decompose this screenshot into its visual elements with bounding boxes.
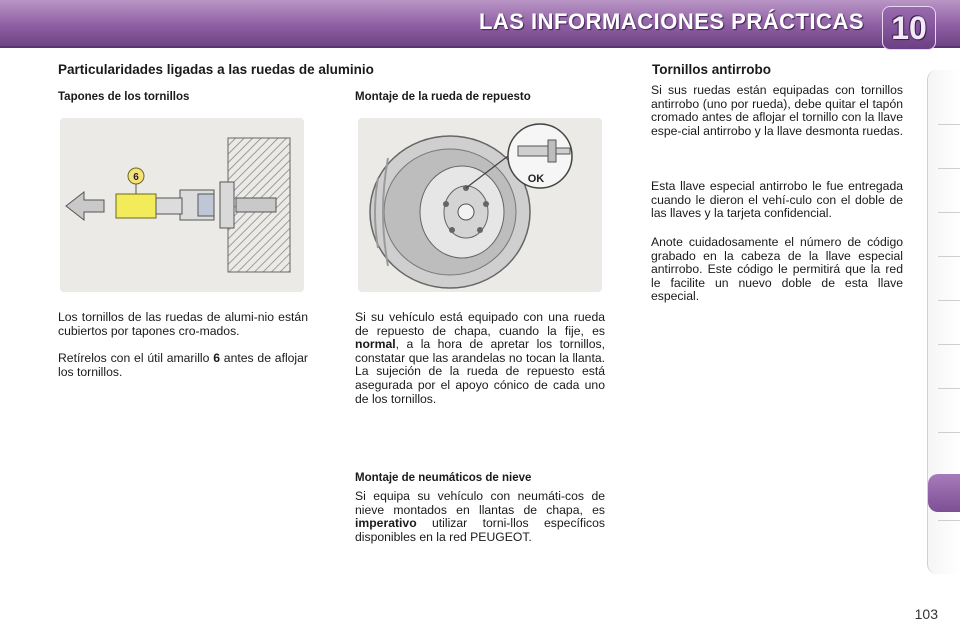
subheading-spare-wheel: Montaje de la rueda de repuesto	[355, 91, 531, 103]
side-tab-active	[928, 474, 960, 512]
subheading-snow-tyres: Montaje de neumáticos de nieve	[355, 472, 532, 484]
bolt-cap-illustration	[60, 118, 304, 292]
chapter-title: LAS INFORMACIONES PRÁCTICAS	[478, 9, 864, 34]
spare-wheel-illustration	[358, 118, 602, 292]
side-tab-divider	[938, 212, 960, 213]
side-tab-divider	[938, 300, 960, 301]
side-tab-divider	[938, 520, 960, 521]
side-tab-divider	[938, 432, 960, 433]
header-band	[0, 0, 960, 48]
section-title: Particularidades ligadas a las ruedas de aluminio	[58, 62, 374, 77]
anti-theft-paragraph-2: Esta llave especial antirrobo le fue entregada cuando le dieron el vehí-culo con el doble de las llaves y la tarjeta confidencial.	[651, 179, 903, 221]
bolt-caps-paragraph-2: Retírelos con el útil amarillo 6 antes de aflojar los tornillos.	[58, 351, 308, 379]
page-number: 103	[914, 606, 938, 622]
bolt-caps-paragraph-1: Los tornillos de las ruedas de alumi-nio están cubiertos por tapones cro-mados.	[58, 310, 308, 338]
anti-theft-paragraph-1: Si sus ruedas están equipadas con tornillos antirrobo (uno por rueda), debe quitar el tapón cromado antes de aflojar el tornillo con la llave espe-cial antirrobo y la llave desmonta ruedas.	[651, 83, 904, 138]
anti-theft-paragraph-3: Anote cuidadosamente el número de código grabado en la cabeza de la llave especial antirrobo. Este código le permitirá que la red le facilite un nuevo doble de esta llave especial.	[651, 235, 903, 304]
chapter-number-badge: 10	[882, 6, 936, 50]
subheading-bolt-caps: Tapones de los tornillos	[58, 91, 190, 103]
side-tab-divider	[938, 388, 960, 389]
side-tab-divider	[938, 256, 960, 257]
figure-label-6: 6	[133, 172, 139, 183]
anti-theft-title: Tornillos antirrobo	[652, 62, 771, 77]
figure-label-ok: OK	[527, 173, 545, 185]
side-tab-divider	[938, 168, 960, 169]
snow-tyres-paragraph: Si equipa su vehículo con neumáti-cos de nieve montados en llantas de chapa, es imperativo utilizar torni-llos específicos disponibles en la red PEUGEOT.	[355, 489, 605, 544]
side-tab-divider	[938, 124, 960, 125]
spare-wheel-paragraph: Si su vehículo está equipado con una rueda de repuesto de chapa, cuando la fije, es normal, a la hora de apretar los tornillos, constatar que las arandelas no tocan la llanta. La sujeción de la rueda de repuesto está asegurada por el apoyo cónico de cada uno de los tornillos.	[355, 310, 605, 406]
spare-wheel-drawing	[358, 118, 602, 292]
side-tab-divider	[938, 344, 960, 345]
bolt-cap-drawing	[60, 118, 304, 292]
